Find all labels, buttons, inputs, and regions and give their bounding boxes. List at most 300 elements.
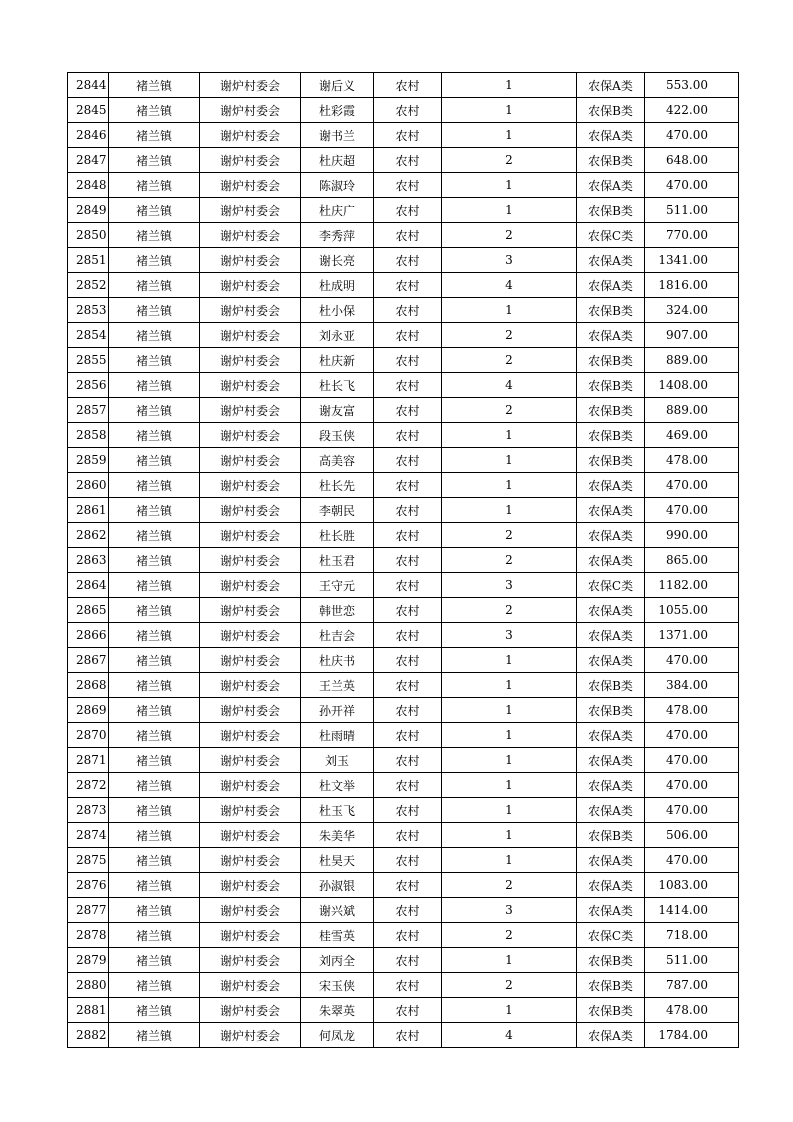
village-committee-cell: 谢炉村委会 xyxy=(200,873,301,898)
category-cell: 农保B类 xyxy=(577,398,645,423)
household-type-cell: 农村 xyxy=(374,748,442,773)
household-size-cell: 1 xyxy=(442,498,577,523)
amount-cell: 470.00 xyxy=(645,173,739,198)
amount-cell: 648.00 xyxy=(645,148,739,173)
serial-number-cell: 2866 xyxy=(68,623,109,648)
household-size-cell: 1 xyxy=(442,648,577,673)
household-size-cell: 1 xyxy=(442,948,577,973)
household-type-cell: 农村 xyxy=(374,823,442,848)
town-cell: 褚兰镇 xyxy=(109,873,200,898)
serial-number-cell: 2882 xyxy=(68,1023,109,1048)
household-size-cell: 2 xyxy=(442,973,577,998)
household-size-cell: 2 xyxy=(442,323,577,348)
village-committee-cell: 谢炉村委会 xyxy=(200,498,301,523)
town-cell: 褚兰镇 xyxy=(109,1023,200,1048)
amount-cell: 470.00 xyxy=(645,648,739,673)
serial-number-cell: 2874 xyxy=(68,823,109,848)
household-size-cell: 1 xyxy=(442,98,577,123)
category-cell: 农保A类 xyxy=(577,723,645,748)
amount-cell: 470.00 xyxy=(645,748,739,773)
serial-number-cell: 2881 xyxy=(68,998,109,1023)
household-type-cell: 农村 xyxy=(374,398,442,423)
town-cell: 褚兰镇 xyxy=(109,298,200,323)
serial-number-cell: 2846 xyxy=(68,123,109,148)
town-cell: 褚兰镇 xyxy=(109,273,200,298)
town-cell: 褚兰镇 xyxy=(109,698,200,723)
category-cell: 农保A类 xyxy=(577,1023,645,1048)
table-row xyxy=(68,73,739,98)
household-type-cell: 农村 xyxy=(374,898,442,923)
category-cell: 农保A类 xyxy=(577,848,645,873)
town-cell: 褚兰镇 xyxy=(109,473,200,498)
household-type-cell: 农村 xyxy=(374,473,442,498)
town-cell: 褚兰镇 xyxy=(109,623,200,648)
household-type-cell: 农村 xyxy=(374,798,442,823)
town-cell: 褚兰镇 xyxy=(109,573,200,598)
name-cell: 王守元 xyxy=(301,573,374,598)
category-cell: 农保A类 xyxy=(577,773,645,798)
name-cell: 何凤龙 xyxy=(301,1023,374,1048)
category-cell: 农保A类 xyxy=(577,248,645,273)
name-cell: 杜长先 xyxy=(301,473,374,498)
table-row xyxy=(68,748,739,773)
household-size-cell: 3 xyxy=(442,573,577,598)
household-type-cell: 农村 xyxy=(374,298,442,323)
name-cell: 杜小保 xyxy=(301,298,374,323)
table-row xyxy=(68,648,739,673)
village-committee-cell: 谢炉村委会 xyxy=(200,98,301,123)
town-cell: 褚兰镇 xyxy=(109,98,200,123)
serial-number-cell: 2857 xyxy=(68,398,109,423)
category-cell: 农保A类 xyxy=(577,598,645,623)
table-row xyxy=(68,198,739,223)
household-size-cell: 1 xyxy=(442,123,577,148)
table-row xyxy=(68,873,739,898)
village-committee-cell: 谢炉村委会 xyxy=(200,248,301,273)
village-committee-cell: 谢炉村委会 xyxy=(200,323,301,348)
name-cell: 杜庆新 xyxy=(301,348,374,373)
table-row xyxy=(68,623,739,648)
name-cell: 杜雨晴 xyxy=(301,723,374,748)
category-cell: 农保A类 xyxy=(577,473,645,498)
amount-cell: 907.00 xyxy=(645,323,739,348)
village-committee-cell: 谢炉村委会 xyxy=(200,373,301,398)
table-row xyxy=(68,1023,739,1048)
name-cell: 李朝民 xyxy=(301,498,374,523)
town-cell: 褚兰镇 xyxy=(109,598,200,623)
name-cell: 杜庆书 xyxy=(301,648,374,673)
name-cell: 谢长亮 xyxy=(301,248,374,273)
household-type-cell: 农村 xyxy=(374,948,442,973)
household-size-cell: 1 xyxy=(442,748,577,773)
category-cell: 农保B类 xyxy=(577,298,645,323)
village-committee-cell: 谢炉村委会 xyxy=(200,648,301,673)
household-size-cell: 1 xyxy=(442,998,577,1023)
household-size-cell: 1 xyxy=(442,473,577,498)
village-committee-cell: 谢炉村委会 xyxy=(200,748,301,773)
town-cell: 褚兰镇 xyxy=(109,173,200,198)
town-cell: 褚兰镇 xyxy=(109,223,200,248)
category-cell: 农保B类 xyxy=(577,98,645,123)
serial-number-cell: 2880 xyxy=(68,973,109,998)
amount-cell: 1784.00 xyxy=(645,1023,739,1048)
household-size-cell: 2 xyxy=(442,148,577,173)
town-cell: 褚兰镇 xyxy=(109,548,200,573)
town-cell: 褚兰镇 xyxy=(109,248,200,273)
household-size-cell: 4 xyxy=(442,1023,577,1048)
name-cell: 杜昊天 xyxy=(301,848,374,873)
town-cell: 褚兰镇 xyxy=(109,323,200,348)
household-type-cell: 农村 xyxy=(374,348,442,373)
town-cell: 褚兰镇 xyxy=(109,523,200,548)
village-committee-cell: 谢炉村委会 xyxy=(200,673,301,698)
name-cell: 刘玉 xyxy=(301,748,374,773)
household-size-cell: 1 xyxy=(442,298,577,323)
amount-cell: 470.00 xyxy=(645,473,739,498)
name-cell: 刘永亚 xyxy=(301,323,374,348)
household-type-cell: 农村 xyxy=(374,923,442,948)
amount-cell: 1341.00 xyxy=(645,248,739,273)
table-row xyxy=(68,823,739,848)
household-type-cell: 农村 xyxy=(374,523,442,548)
name-cell: 刘丙全 xyxy=(301,948,374,973)
town-cell: 褚兰镇 xyxy=(109,948,200,973)
name-cell: 孙淑银 xyxy=(301,873,374,898)
table-row xyxy=(68,773,739,798)
category-cell: 农保A类 xyxy=(577,523,645,548)
amount-cell: 470.00 xyxy=(645,123,739,148)
serial-number-cell: 2864 xyxy=(68,573,109,598)
household-size-cell: 4 xyxy=(442,273,577,298)
category-cell: 农保A类 xyxy=(577,323,645,348)
village-committee-cell: 谢炉村委会 xyxy=(200,198,301,223)
village-committee-cell: 谢炉村委会 xyxy=(200,548,301,573)
village-committee-cell: 谢炉村委会 xyxy=(200,423,301,448)
name-cell: 李秀萍 xyxy=(301,223,374,248)
village-committee-cell: 谢炉村委会 xyxy=(200,848,301,873)
village-committee-cell: 谢炉村委会 xyxy=(200,798,301,823)
town-cell: 褚兰镇 xyxy=(109,123,200,148)
amount-cell: 1408.00 xyxy=(645,373,739,398)
town-cell: 褚兰镇 xyxy=(109,348,200,373)
village-committee-cell: 谢炉村委会 xyxy=(200,598,301,623)
village-committee-cell: 谢炉村委会 xyxy=(200,448,301,473)
amount-cell: 470.00 xyxy=(645,723,739,748)
village-committee-cell: 谢炉村委会 xyxy=(200,523,301,548)
category-cell: 农保B类 xyxy=(577,148,645,173)
category-cell: 农保A类 xyxy=(577,898,645,923)
town-cell: 褚兰镇 xyxy=(109,373,200,398)
category-cell: 农保A类 xyxy=(577,623,645,648)
table-row xyxy=(68,173,739,198)
serial-number-cell: 2868 xyxy=(68,673,109,698)
serial-number-cell: 2871 xyxy=(68,748,109,773)
household-size-cell: 2 xyxy=(442,923,577,948)
household-size-cell: 2 xyxy=(442,598,577,623)
household-type-cell: 农村 xyxy=(374,1023,442,1048)
category-cell: 农保A类 xyxy=(577,273,645,298)
amount-cell: 511.00 xyxy=(645,198,739,223)
table-row xyxy=(68,473,739,498)
town-cell: 褚兰镇 xyxy=(109,673,200,698)
table-row xyxy=(68,798,739,823)
household-type-cell: 农村 xyxy=(374,273,442,298)
category-cell: 农保B类 xyxy=(577,348,645,373)
category-cell: 农保B类 xyxy=(577,198,645,223)
village-committee-cell: 谢炉村委会 xyxy=(200,823,301,848)
household-type-cell: 农村 xyxy=(374,498,442,523)
village-committee-cell: 谢炉村委会 xyxy=(200,948,301,973)
table-row xyxy=(68,948,739,973)
serial-number-cell: 2849 xyxy=(68,198,109,223)
category-cell: 农保B类 xyxy=(577,373,645,398)
serial-number-cell: 2845 xyxy=(68,98,109,123)
village-committee-cell: 谢炉村委会 xyxy=(200,623,301,648)
serial-number-cell: 2872 xyxy=(68,773,109,798)
table-row xyxy=(68,598,739,623)
household-size-cell: 1 xyxy=(442,848,577,873)
category-cell: 农保A类 xyxy=(577,798,645,823)
table-row xyxy=(68,698,739,723)
name-cell: 陈淑玲 xyxy=(301,173,374,198)
category-cell: 农保C类 xyxy=(577,573,645,598)
household-size-cell: 4 xyxy=(442,373,577,398)
serial-number-cell: 2873 xyxy=(68,798,109,823)
household-size-cell: 1 xyxy=(442,773,577,798)
name-cell: 王兰英 xyxy=(301,673,374,698)
category-cell: 农保B类 xyxy=(577,423,645,448)
village-committee-cell: 谢炉村委会 xyxy=(200,123,301,148)
name-cell: 杜长飞 xyxy=(301,373,374,398)
amount-cell: 384.00 xyxy=(645,673,739,698)
town-cell: 褚兰镇 xyxy=(109,398,200,423)
village-committee-cell: 谢炉村委会 xyxy=(200,348,301,373)
table-row xyxy=(68,498,739,523)
table-body xyxy=(68,73,739,1048)
name-cell: 杜庆超 xyxy=(301,148,374,173)
household-type-cell: 农村 xyxy=(374,73,442,98)
village-committee-cell: 谢炉村委会 xyxy=(200,148,301,173)
amount-cell: 1055.00 xyxy=(645,598,739,623)
amount-cell: 470.00 xyxy=(645,773,739,798)
village-committee-cell: 谢炉村委会 xyxy=(200,923,301,948)
amount-cell: 990.00 xyxy=(645,523,739,548)
household-size-cell: 2 xyxy=(442,348,577,373)
household-size-cell: 1 xyxy=(442,73,577,98)
household-size-cell: 1 xyxy=(442,798,577,823)
serial-number-cell: 2875 xyxy=(68,848,109,873)
name-cell: 杜玉飞 xyxy=(301,798,374,823)
household-type-cell: 农村 xyxy=(374,373,442,398)
category-cell: 农保A类 xyxy=(577,873,645,898)
serial-number-cell: 2861 xyxy=(68,498,109,523)
village-committee-cell: 谢炉村委会 xyxy=(200,398,301,423)
amount-cell: 787.00 xyxy=(645,973,739,998)
category-cell: 农保B类 xyxy=(577,698,645,723)
table-row xyxy=(68,448,739,473)
village-committee-cell: 谢炉村委会 xyxy=(200,698,301,723)
household-size-cell: 1 xyxy=(442,423,577,448)
table-row xyxy=(68,848,739,873)
category-cell: 农保A类 xyxy=(577,123,645,148)
table-row xyxy=(68,573,739,598)
village-committee-cell: 谢炉村委会 xyxy=(200,173,301,198)
amount-cell: 889.00 xyxy=(645,398,739,423)
name-cell: 朱翠英 xyxy=(301,998,374,1023)
amount-cell: 770.00 xyxy=(645,223,739,248)
serial-number-cell: 2851 xyxy=(68,248,109,273)
village-committee-cell: 谢炉村委会 xyxy=(200,223,301,248)
amount-cell: 470.00 xyxy=(645,498,739,523)
serial-number-cell: 2870 xyxy=(68,723,109,748)
serial-number-cell: 2863 xyxy=(68,548,109,573)
household-type-cell: 农村 xyxy=(374,648,442,673)
household-type-cell: 农村 xyxy=(374,973,442,998)
relief-roster-table xyxy=(67,72,739,1048)
table-row xyxy=(68,998,739,1023)
serial-number-cell: 2844 xyxy=(68,73,109,98)
serial-number-cell: 2867 xyxy=(68,648,109,673)
household-type-cell: 农村 xyxy=(374,723,442,748)
category-cell: 农保B类 xyxy=(577,998,645,1023)
town-cell: 褚兰镇 xyxy=(109,723,200,748)
name-cell: 杜吉会 xyxy=(301,623,374,648)
household-type-cell: 农村 xyxy=(374,198,442,223)
household-type-cell: 农村 xyxy=(374,448,442,473)
household-type-cell: 农村 xyxy=(374,773,442,798)
household-type-cell: 农村 xyxy=(374,598,442,623)
village-committee-cell: 谢炉村委会 xyxy=(200,573,301,598)
village-committee-cell: 谢炉村委会 xyxy=(200,998,301,1023)
household-type-cell: 农村 xyxy=(374,673,442,698)
table-row xyxy=(68,548,739,573)
serial-number-cell: 2858 xyxy=(68,423,109,448)
village-committee-cell: 谢炉村委会 xyxy=(200,898,301,923)
household-size-cell: 2 xyxy=(442,523,577,548)
table-row xyxy=(68,273,739,298)
household-type-cell: 农村 xyxy=(374,623,442,648)
name-cell: 宋玉侠 xyxy=(301,973,374,998)
category-cell: 农保B类 xyxy=(577,673,645,698)
village-committee-cell: 谢炉村委会 xyxy=(200,298,301,323)
household-type-cell: 农村 xyxy=(374,423,442,448)
name-cell: 谢友富 xyxy=(301,398,374,423)
table-row xyxy=(68,298,739,323)
table-row xyxy=(68,423,739,448)
serial-number-cell: 2850 xyxy=(68,223,109,248)
amount-cell: 1371.00 xyxy=(645,623,739,648)
serial-number-cell: 2876 xyxy=(68,873,109,898)
name-cell: 杜玉君 xyxy=(301,548,374,573)
household-size-cell: 1 xyxy=(442,173,577,198)
village-committee-cell: 谢炉村委会 xyxy=(200,273,301,298)
table-row xyxy=(68,523,739,548)
name-cell: 孙开祥 xyxy=(301,698,374,723)
household-size-cell: 2 xyxy=(442,873,577,898)
serial-number-cell: 2877 xyxy=(68,898,109,923)
town-cell: 褚兰镇 xyxy=(109,823,200,848)
amount-cell: 470.00 xyxy=(645,798,739,823)
category-cell: 农保C类 xyxy=(577,223,645,248)
household-type-cell: 农村 xyxy=(374,998,442,1023)
serial-number-cell: 2854 xyxy=(68,323,109,348)
household-type-cell: 农村 xyxy=(374,173,442,198)
household-size-cell: 1 xyxy=(442,723,577,748)
household-size-cell: 2 xyxy=(442,548,577,573)
amount-cell: 889.00 xyxy=(645,348,739,373)
name-cell: 谢书兰 xyxy=(301,123,374,148)
table-row xyxy=(68,98,739,123)
category-cell: 农保B类 xyxy=(577,948,645,973)
amount-cell: 865.00 xyxy=(645,548,739,573)
amount-cell: 478.00 xyxy=(645,998,739,1023)
village-committee-cell: 谢炉村委会 xyxy=(200,973,301,998)
table-row xyxy=(68,123,739,148)
name-cell: 谢兴斌 xyxy=(301,898,374,923)
serial-number-cell: 2869 xyxy=(68,698,109,723)
serial-number-cell: 2852 xyxy=(68,273,109,298)
serial-number-cell: 2865 xyxy=(68,598,109,623)
amount-cell: 506.00 xyxy=(645,823,739,848)
table-row xyxy=(68,248,739,273)
household-type-cell: 农村 xyxy=(374,323,442,348)
village-committee-cell: 谢炉村委会 xyxy=(200,73,301,98)
amount-cell: 478.00 xyxy=(645,698,739,723)
serial-number-cell: 2859 xyxy=(68,448,109,473)
household-size-cell: 3 xyxy=(442,623,577,648)
village-committee-cell: 谢炉村委会 xyxy=(200,1023,301,1048)
village-committee-cell: 谢炉村委会 xyxy=(200,773,301,798)
category-cell: 农保C类 xyxy=(577,923,645,948)
town-cell: 褚兰镇 xyxy=(109,648,200,673)
household-size-cell: 3 xyxy=(442,898,577,923)
town-cell: 褚兰镇 xyxy=(109,148,200,173)
household-type-cell: 农村 xyxy=(374,848,442,873)
household-size-cell: 1 xyxy=(442,673,577,698)
name-cell: 杜长胜 xyxy=(301,523,374,548)
name-cell: 杜彩霞 xyxy=(301,98,374,123)
town-cell: 褚兰镇 xyxy=(109,73,200,98)
town-cell: 褚兰镇 xyxy=(109,998,200,1023)
table-row xyxy=(68,898,739,923)
amount-cell: 1816.00 xyxy=(645,273,739,298)
table-row xyxy=(68,398,739,423)
serial-number-cell: 2853 xyxy=(68,298,109,323)
serial-number-cell: 2848 xyxy=(68,173,109,198)
serial-number-cell: 2860 xyxy=(68,473,109,498)
name-cell: 谢后义 xyxy=(301,73,374,98)
table-row xyxy=(68,723,739,748)
name-cell: 韩世恋 xyxy=(301,598,374,623)
household-type-cell: 农村 xyxy=(374,248,442,273)
village-committee-cell: 谢炉村委会 xyxy=(200,473,301,498)
village-committee-cell: 谢炉村委会 xyxy=(200,723,301,748)
household-type-cell: 农村 xyxy=(374,873,442,898)
serial-number-cell: 2855 xyxy=(68,348,109,373)
household-type-cell: 农村 xyxy=(374,98,442,123)
name-cell: 杜成明 xyxy=(301,273,374,298)
household-type-cell: 农村 xyxy=(374,223,442,248)
table-row xyxy=(68,348,739,373)
serial-number-cell: 2879 xyxy=(68,948,109,973)
name-cell: 朱美华 xyxy=(301,823,374,848)
town-cell: 褚兰镇 xyxy=(109,448,200,473)
town-cell: 褚兰镇 xyxy=(109,748,200,773)
name-cell: 杜庆广 xyxy=(301,198,374,223)
table-row xyxy=(68,973,739,998)
town-cell: 褚兰镇 xyxy=(109,423,200,448)
table-row xyxy=(68,373,739,398)
